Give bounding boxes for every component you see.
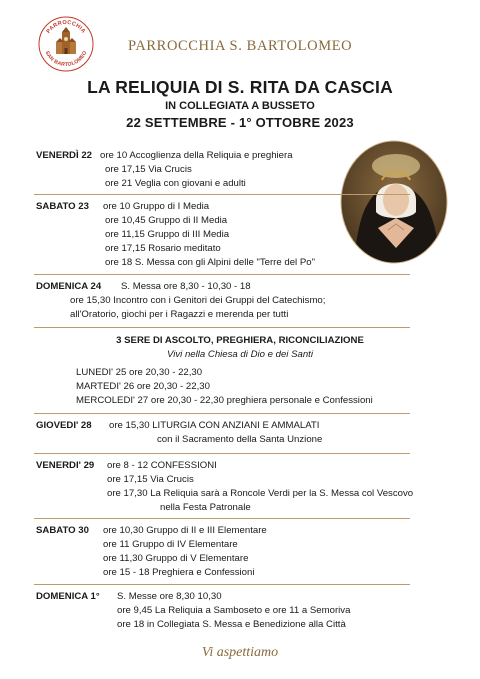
schedule-row: ore 17,15 Via Crucis xyxy=(105,164,192,175)
schedule-row: nella Festa Patronale xyxy=(160,502,251,513)
parish-seal-logo xyxy=(38,16,94,72)
closing-message: Vi aspettiamo xyxy=(201,645,279,660)
section-title-sere: 3 SERE DI ASCOLTO, PREGHIERA, RICONCILIAZIONE xyxy=(116,335,364,346)
divider xyxy=(34,518,410,519)
section-subtitle-sere: Vivi nella Chiesa di Dio e dei Santi xyxy=(167,349,313,360)
day-venerdi-22: VENERDÌ 22 xyxy=(36,150,92,161)
schedule-row: ore 17,30 La Reliquia sarà a Roncole Verdi per la S. Messa col Vescovo xyxy=(107,488,414,499)
day-sabato-23: SABATO 23 xyxy=(36,201,89,212)
svg-text:SAN BARTOLOMEO: SAN BARTOLOMEO xyxy=(43,50,89,69)
schedule-row: S. Messe ore 8,30 10,30 xyxy=(117,591,222,602)
schedule-row: MERCOLEDI' 27 ore 20,30 - 22,30 preghiera personale e Confessioni xyxy=(76,395,373,406)
parish-name: PARROCCHIA S. BARTOLOMEO xyxy=(128,38,353,54)
divider xyxy=(34,453,410,454)
schedule-row: all'Oratorio, giochi per i Ragazzi e merenda per tutti xyxy=(70,309,289,320)
event-title: LA RELIQUIA DI S. RITA DA CASCIA xyxy=(87,77,393,97)
day-domenica-24: DOMENICA 24 xyxy=(36,281,102,292)
divider xyxy=(34,584,410,585)
event-dates: 22 SETTEMBRE - 1° OTTOBRE 2023 xyxy=(126,115,354,130)
schedule-row: ore 21 Veglia con giovani e adulti xyxy=(105,178,246,189)
schedule-row: ore 11,15 Gruppo di III Media xyxy=(105,229,230,240)
divider xyxy=(34,194,410,195)
divider xyxy=(34,274,410,275)
schedule-row: ore 10,45 Gruppo di II Media xyxy=(105,215,228,226)
schedule-row: ore 10 Accoglienza della Reliquia e preghiera xyxy=(100,150,293,161)
schedule-row: con il Sacramento della Santa Unzione xyxy=(157,434,323,445)
schedule-row: S. Messa ore 8,30 - 10,30 - 18 xyxy=(121,281,251,292)
day-domenica-1: DOMENICA 1° xyxy=(36,591,100,602)
schedule-row: ore 17,15 Via Crucis xyxy=(107,474,194,485)
schedule-row: LUNEDI' 25 ore 20,30 - 22,30 xyxy=(76,367,203,378)
saint-rita-portrait-icon xyxy=(340,140,448,264)
schedule-row: ore 18 in Collegiata S. Messa e Benedizione alla Città xyxy=(117,619,346,630)
day-sabato-30: SABATO 30 xyxy=(36,525,89,536)
schedule-row: ore 10,30 Gruppo di II e III Elementare xyxy=(103,525,267,536)
schedule-row: ore 17,15 Rosario meditato xyxy=(105,243,221,254)
day-giovedi-28: GIOVEDI' 28 xyxy=(36,420,92,431)
schedule-row: ore 8 - 12 CONFESSIONI xyxy=(107,460,217,471)
schedule-row: ore 15,30 Incontro con i Genitori dei Gruppi del Catechismo; xyxy=(70,295,326,306)
svg-text:PARROCCHIA: PARROCCHIA xyxy=(45,19,87,35)
divider xyxy=(34,327,410,328)
schedule-row: ore 11,30 Gruppo di V Elementare xyxy=(103,553,249,564)
schedule-row: ore 10 Gruppo di I Media xyxy=(103,201,210,212)
event-location: IN COLLEGIATA A BUSSETO xyxy=(165,100,315,112)
schedule-row: ore 9,45 La Reliquia a Samboseto e ore 11 a Semoriva xyxy=(117,605,351,616)
day-venerdi-29: VENERDI' 29 xyxy=(36,460,95,471)
divider xyxy=(34,413,410,414)
schedule-row: ore 15,30 LITURGIA CON ANZIANI E AMMALATI xyxy=(109,420,320,431)
schedule-row: ore 18 S. Messa con gli Alpini delle "Terre del Po" xyxy=(105,257,315,268)
schedule-row: ore 15 - 18 Preghiera e Confessioni xyxy=(103,567,255,578)
schedule-row: ore 11 Gruppo di IV Elementare xyxy=(103,539,238,550)
schedule-row: MARTEDI' 26 ore 20,30 - 22,30 xyxy=(76,381,210,392)
